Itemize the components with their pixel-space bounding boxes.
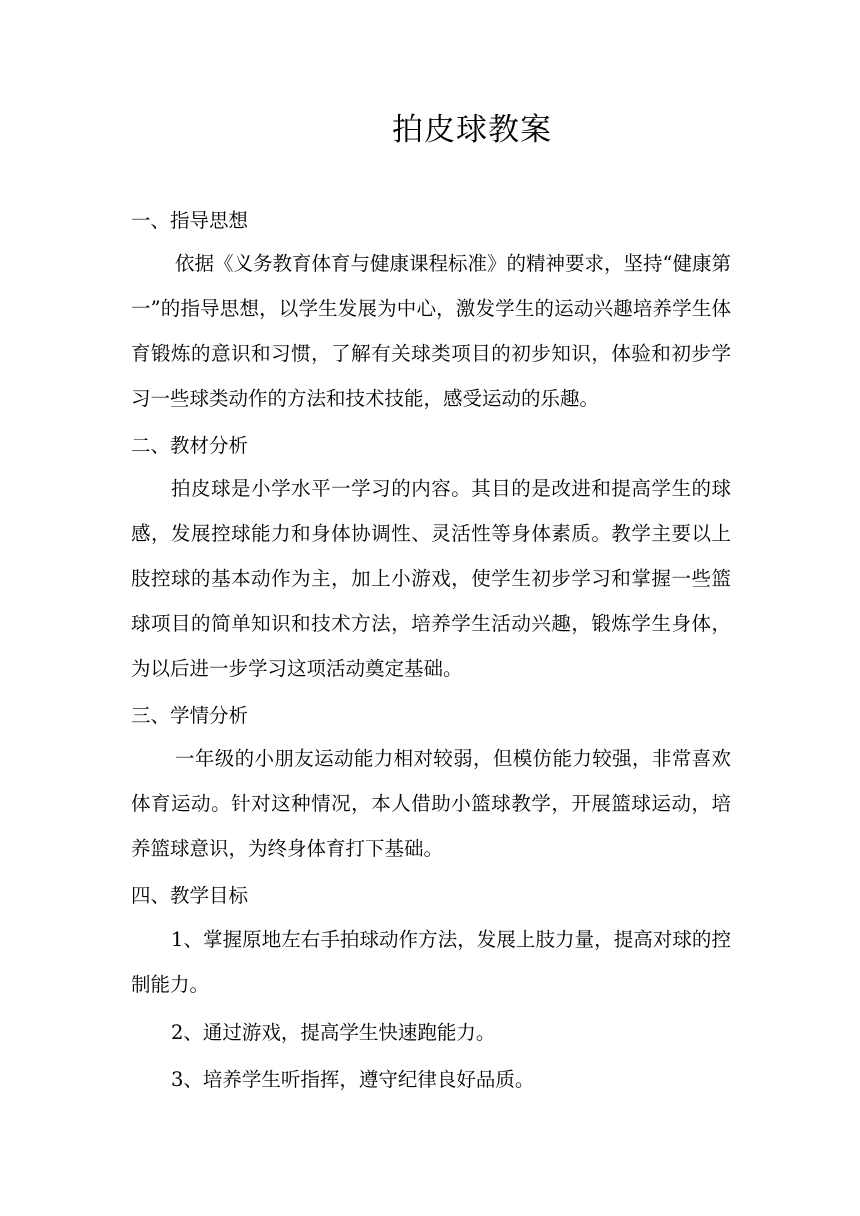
section-heading-teaching-goals: 四、教学目标 [131,884,249,907]
section-paragraph-material-analysis: 拍皮球是小学水平一学习的内容。其目的是改进和提高学生的球感，发展控球能力和身体协调性、灵活性等身体素质。教学主要以上肢控球的基本动作为主，加上小游戏，使学生初步学习和掌握一些篮球项目的简单知识和技术方法，培养学生活动兴趣，锻炼学生身体，为以后进一步学习这项活动奠定基础。 [131,477,731,680]
section-heading-student-analysis: 三、学情分析 [131,704,249,727]
section-paragraph-guiding-ideology: 依据《义务教育体育与健康课程标准》的精神要求，坚持“健康第一”的指导思想，以学生发展为中心，激发学生的运动兴趣培养学生体育锻炼的意识和习惯，了解有关球类项目的初步知识，体验和初步学习一些球类动作的方法和技术技能，感受运动的乐趣。 [131,252,731,410]
teaching-goal-item: 3、培养学生听指挥，遵守纪律良好品质。 [171,1068,535,1091]
document-title: 拍皮球教案 [392,112,552,148]
section-heading-material-analysis: 二、教材分析 [131,434,249,457]
teaching-goal-item: 2、通过游戏，提高学生快速跑能力。 [171,1021,496,1044]
section-heading-guiding-ideology: 一、指导思想 [131,209,249,232]
teaching-goal-item: 1、掌握原地左右手拍球动作方法，发展上肢力量，提高对球的控制能力。 [131,928,731,996]
section-paragraph-student-analysis: 一年级的小朋友运动能力相对较弱，但模仿能力较强，非常喜欢体育运动。针对这种情况，本人借助小篮球教学，开展篮球运动，培养篮球意识，为终身体育打下基础。 [131,747,731,860]
